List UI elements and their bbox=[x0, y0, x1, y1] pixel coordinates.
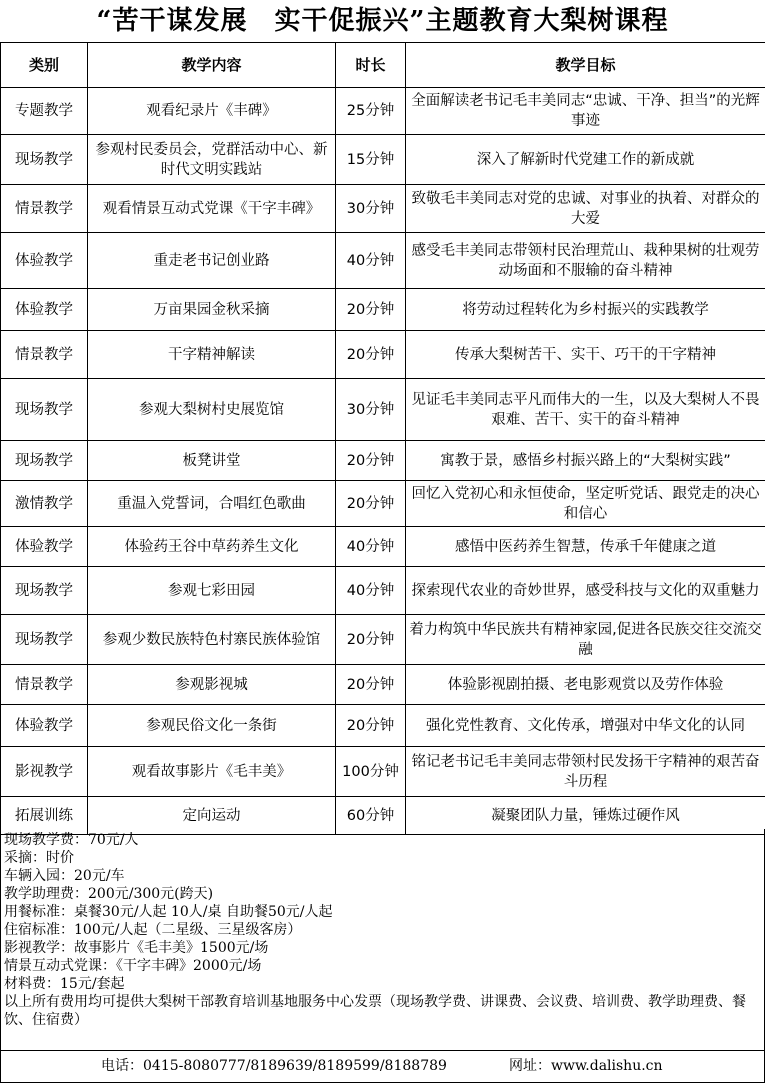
row-duration: 20分钟 bbox=[336, 441, 406, 481]
row-content: 观看故事影片《毛丰美》 bbox=[88, 747, 336, 797]
table-row bbox=[1, 233, 765, 289]
row-category: 现场教学 bbox=[1, 379, 88, 441]
table-row bbox=[1, 289, 765, 331]
row-content: 重温入党誓词，合唱红色歌曲 bbox=[88, 481, 336, 527]
row-duration: 15分钟 bbox=[336, 135, 406, 185]
row-duration: 20分钟 bbox=[336, 481, 406, 527]
fee-notes bbox=[0, 829, 765, 1051]
row-content: 重走老书记创业路 bbox=[88, 233, 336, 289]
row-duration: 40分钟 bbox=[336, 567, 406, 615]
note-line: 采摘：时价 bbox=[4, 850, 74, 866]
row-category: 情景教学 bbox=[1, 665, 88, 705]
table-row bbox=[1, 331, 765, 379]
row-category: 现场教学 bbox=[1, 567, 88, 615]
row-content: 参观大梨树村史展览馆 bbox=[88, 379, 336, 441]
note-line: 车辆入园：20元/车 bbox=[4, 868, 125, 884]
row-goal: 传承大梨树苦干、实干、巧干的干字精神 bbox=[406, 331, 765, 379]
table-row bbox=[1, 567, 765, 615]
header-duration: 时长 bbox=[336, 43, 406, 88]
row-duration: 25分钟 bbox=[336, 88, 406, 135]
note-line: 住宿标准：100元/人起（二星级、三星级客房） bbox=[4, 922, 302, 938]
table-row bbox=[1, 185, 765, 233]
row-duration: 100分钟 bbox=[336, 747, 406, 797]
row-goal: 铭记老书记毛丰美同志带领村民发扬干字精神的艰苦奋斗历程 bbox=[406, 747, 765, 797]
row-content: 参观七彩田园 bbox=[88, 567, 336, 615]
note-line: 影视教学：故事影片《毛丰美》1500元/场 bbox=[4, 940, 269, 956]
header-category: 类别 bbox=[1, 43, 88, 88]
row-content: 体验药王谷中草药养生文化 bbox=[88, 527, 336, 567]
table-row bbox=[1, 88, 765, 135]
page-title: “苦干谋发展 实干促振兴”主题教育大梨树课程 bbox=[96, 6, 669, 36]
row-duration: 20分钟 bbox=[336, 705, 406, 747]
row-category: 情景教学 bbox=[1, 331, 88, 379]
row-goal: 体验影视剧拍摄、老电影观赏以及劳作体验 bbox=[406, 665, 765, 705]
row-duration: 20分钟 bbox=[336, 615, 406, 665]
table-row bbox=[1, 441, 765, 481]
row-goal: 着力构筑中华民族共有精神家园,促进各民族交往交流交融 bbox=[406, 615, 765, 665]
table-row bbox=[1, 135, 765, 185]
website-link[interactable]: 网址：www.dalishu.cn bbox=[509, 1058, 663, 1074]
row-category: 拓展训练 bbox=[1, 797, 88, 835]
table-row bbox=[1, 705, 765, 747]
row-content: 板凳讲堂 bbox=[88, 441, 336, 481]
course-table bbox=[0, 42, 765, 835]
row-content: 参观村民委员会，党群活动中心、新时代文明实践站 bbox=[88, 135, 336, 185]
table-row bbox=[1, 481, 765, 527]
header-goal: 教学目标 bbox=[406, 43, 765, 88]
row-category: 体验教学 bbox=[1, 233, 88, 289]
row-duration: 60分钟 bbox=[336, 797, 406, 835]
row-duration: 20分钟 bbox=[336, 331, 406, 379]
table-row bbox=[1, 527, 765, 567]
row-category: 专题教学 bbox=[1, 88, 88, 135]
note-line: 教学助理费：200元/300元(跨天) bbox=[4, 886, 214, 902]
row-category: 影视教学 bbox=[1, 747, 88, 797]
row-category: 激情教学 bbox=[1, 481, 88, 527]
row-goal: 凝聚团队力量，锤炼过硬作风 bbox=[406, 797, 765, 835]
contact-footer bbox=[0, 1051, 765, 1083]
note-line: 用餐标准：桌餐30元/人起 10人/桌 自助餐50元/人起 bbox=[4, 904, 333, 920]
header-content: 教学内容 bbox=[88, 43, 336, 88]
row-duration: 30分钟 bbox=[336, 185, 406, 233]
row-content: 观看纪录片《丰碑》 bbox=[88, 88, 336, 135]
row-duration: 30分钟 bbox=[336, 379, 406, 441]
row-category: 现场教学 bbox=[1, 135, 88, 185]
row-duration: 20分钟 bbox=[336, 289, 406, 331]
row-category: 体验教学 bbox=[1, 705, 88, 747]
row-goal: 将劳动过程转化为乡村振兴的实践教学 bbox=[406, 289, 765, 331]
row-content: 万亩果园金秋采摘 bbox=[88, 289, 336, 331]
row-content: 干字精神解读 bbox=[88, 331, 336, 379]
note-line: 情景互动式党课：《干字丰碑》2000元/场 bbox=[4, 958, 262, 974]
table-row bbox=[1, 665, 765, 705]
row-content: 参观少数民族特色村寨民族体验馆 bbox=[88, 615, 336, 665]
row-category: 现场教学 bbox=[1, 441, 88, 481]
note-line: 现场教学费：70元/人 bbox=[4, 832, 139, 848]
row-content: 参观民俗文化一条街 bbox=[88, 705, 336, 747]
table-header-row bbox=[1, 43, 765, 88]
note-line: 材料费：15元/套起 bbox=[4, 976, 125, 992]
course-table-body bbox=[1, 88, 765, 835]
row-category: 体验教学 bbox=[1, 527, 88, 567]
row-category: 现场教学 bbox=[1, 615, 88, 665]
row-goal: 见证毛丰美同志平凡而伟大的一生，以及大梨树人不畏艰难、苦干、实干的奋斗精神 bbox=[406, 379, 765, 441]
row-content: 参观影视城 bbox=[88, 665, 336, 705]
table-row bbox=[1, 747, 765, 797]
row-content: 观看情景互动式党课《干字丰碑》 bbox=[88, 185, 336, 233]
row-goal: 感悟中医药养生智慧，传承千年健康之道 bbox=[406, 527, 765, 567]
row-duration: 40分钟 bbox=[336, 527, 406, 567]
row-category: 体验教学 bbox=[1, 289, 88, 331]
table-row bbox=[1, 615, 765, 665]
row-goal: 探索现代农业的奇妙世界，感受科技与文化的双重魅力 bbox=[406, 567, 765, 615]
phone-numbers: 电话：0415-8080777/8189639/8189599/8188789 bbox=[101, 1058, 447, 1074]
table-row bbox=[1, 379, 765, 441]
row-goal: 寓教于景，感悟乡村振兴路上的“大梨树实践” bbox=[406, 441, 765, 481]
row-duration: 20分钟 bbox=[336, 665, 406, 705]
row-goal: 致敬毛丰美同志对党的忠诚、对事业的执着、对群众的大爱 bbox=[406, 185, 765, 233]
invoice-note: 以上所有费用均可提供大梨树干部教育培训基地服务中心发票（现场教学费、讲课费、会议费、培训费、教学助理费、餐饮、住宿费） bbox=[4, 994, 746, 1028]
row-goal: 深入了解新时代党建工作的新成就 bbox=[406, 135, 765, 185]
row-goal: 感受毛丰美同志带领村民治理荒山、栽种果树的壮观劳动场面和不服输的奋斗精神 bbox=[406, 233, 765, 289]
row-duration: 40分钟 bbox=[336, 233, 406, 289]
row-goal: 全面解读老书记毛丰美同志“忠诚、干净、担当”的光辉事迹 bbox=[406, 88, 765, 135]
row-category: 情景教学 bbox=[1, 185, 88, 233]
row-goal: 强化党性教育、文化传承，增强对中华文化的认同 bbox=[406, 705, 765, 747]
row-goal: 回忆入党初心和永恒使命，坚定听党话、跟党走的决心和信心 bbox=[406, 481, 765, 527]
row-content: 定向运动 bbox=[88, 797, 336, 835]
